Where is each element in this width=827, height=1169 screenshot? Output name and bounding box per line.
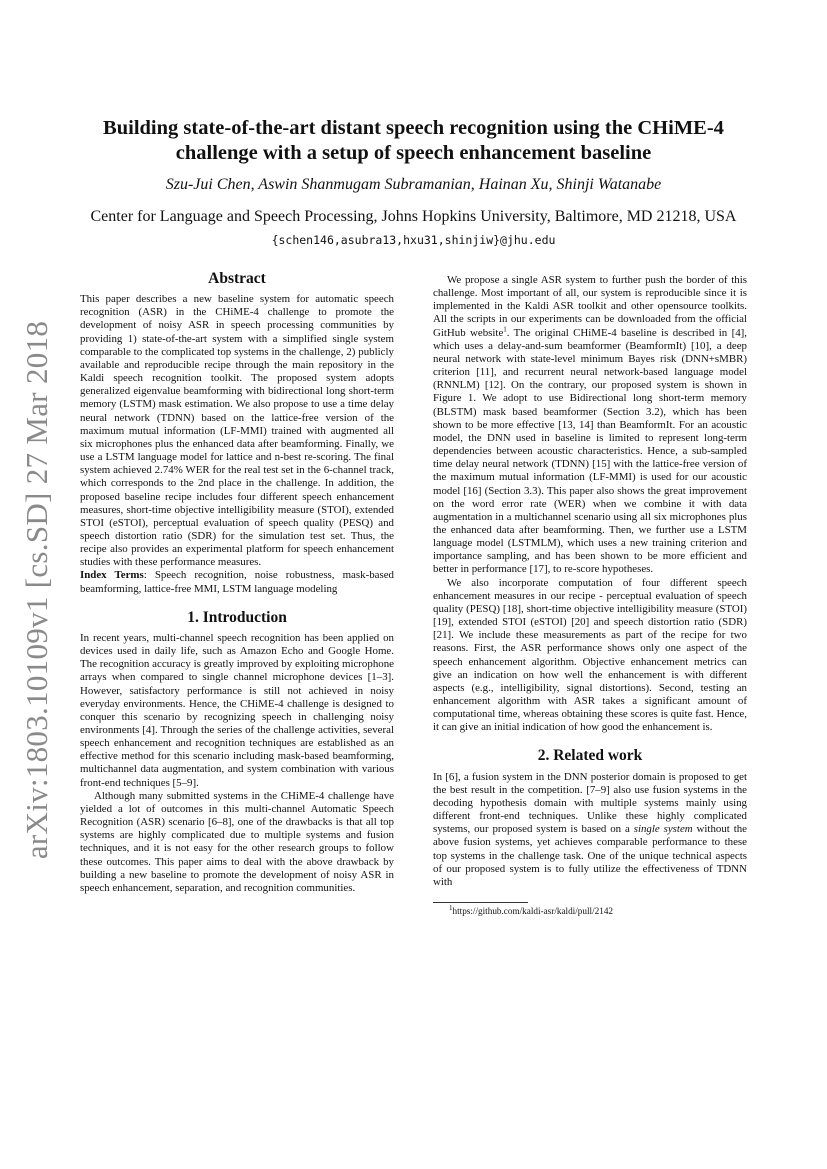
footnote-url[interactable]: https://github.com/kaldi-asr/kaldi/pull/2142 [452, 906, 614, 917]
introduction-heading: 1. Introduction [187, 608, 287, 626]
footnote-number: 1 [449, 903, 453, 912]
footnote-marker: 1 [503, 325, 507, 333]
index-terms [80, 569, 394, 595]
index-terms-text: : Speech recognition, noise robustness, mask-based beamforming, lattice-free MMI, LSTM language modeling [80, 569, 394, 595]
abstract-body: This paper describes a new baseline system for automatic speech recognition (ASR) in the CHiME-4 challenge to promote the development of noisy ASR in speech processing communities by providing 1) state-of-the-art system with a simplified single system comparable to the complicated top systems in the challenge, 2) publicly available and reproducible recipe through the main repository in the Kaldi speech recognition toolkit. The proposed system adopts generalized eigenvalue beamforming with bidirectional long short-term memory (LSTM) mask estimation. We also propose to use a time delay neural network (TDNN) based on the lattice-free version of the maximum mutual information (LF-MMI) trained with augmented all six microphones plus the enhanced data after beamforming. Finally, we use a LSTM language model for lattice and n-best re-scoring. The final system achieved 2.74% WER for the real test set in the 6-channel track, which corresponds to the 2nd place in the challenge. In addition, the proposed baseline recipe includes four different speech enhancement measures, short-time objective intelligibility measure (STOI), extended STOI (eSTOI), perceptual evaluation of speech quality (PESQ) and speech distortion ratio (SDR) for the simulation test set. Thus, the recipe also provides an experimental platform for speech enhancement studies with these performance measures. [80, 293, 394, 569]
related-work-part-a: In [6], a fusion system in the DNN posterior domain is proposed to get the best result in the competition. [7–9] also use fusion systems in the decoding hypothesis domain with multiple systems mainly using different front-end techniques. Unlike these highly complicated systems, our proposed system is based on a [433, 770, 747, 836]
right-column [433, 274, 747, 917]
intro-paragraph-1: In recent years, multi-channel speech recognition has been applied on devices used in daily life, such as Amazon Echo and Google Home. The recognition accuracy is greatly improved by exploiting microphone arrays when compared to single channel microphone devices [1–3]. However, satisfactory performance is still not achieved in noisy everyday environments. Hence, the CHiME-4 challenge is designed to conquer this scenario by recognizing speech in challenging noisy environments [4]. Through the series of the challenge activities, several speech enhancement and recognition techniques are established as an effective method for this scenario including mask-based beamforming, multichannel data augmentation, and system combination with various front-end techniques [5–9]. [80, 631, 394, 789]
author-emails: {schen146,asubra13,hxu31,shinjiw}@jhu.edu [271, 233, 556, 247]
footnote [433, 903, 747, 917]
left-column [80, 270, 394, 895]
abstract-heading: Abstract [208, 270, 266, 287]
arxiv-stamp: arXiv:1803.10109v1 [cs.SD] 27 Mar 2018 [19, 320, 54, 860]
intro-paragraph-3-part-b: . The original CHiME-4 baseline is described in [4], which uses a delay-and-sum beamformer (BeamformIt) [10], a deep neural network with state-level minimum Bayes risk (DNN+sMBR) criterion [11], and recurrent neural network-based language model (RNNLM) [12]. On the contrary, our proposed system is shown in Figure 1. We adopt to use Bidirectional long short-term memory (BLSTM) mask based beamformer (Section 3.2), which has been shown to be more effective [13, 14] than BeamformIt. For an acoustic model, the DNN used in baseline is limited to represent long-term dependencies between acoustic characteristics. Hence, a sub-sampled time delay neural network (TDNN) [15] with the lattice-free version of the maximum mutual information (LF-MMI) is used for our acoustic model [16] (Section 3.3). This paper also shows the great improvement on the word error rate (WER) when we combine it with data augmentation in a multichannel scenario using all six microphones plus the enhanced data after beamforming. Then, we further use a LSTM language model (LSTMLM), which uses a new training criterion and importance sampling, and has been shown to be more efficient and better in performance [17], to re-score hypotheses. [433, 326, 747, 576]
related-work-emphasis: single system [633, 823, 693, 836]
related-work-heading: 2. Related work [537, 747, 643, 765]
footnote-rule [433, 902, 528, 903]
author-list: Szu-Jui Chen, Aswin Shanmugam Subramanian, Hainan Xu, Shinji Watanabe [165, 176, 662, 193]
related-work-paragraph-1 [433, 771, 747, 889]
intro-paragraph-2: Although many submitted systems in the CHiME-4 challenge have yielded a lot of outcomes in this multi-channel Automatic Speech Recognition (ASR) scenario [6–8], one of the drawbacks is that all top systems are highly complicated due to multiple systems and fusion techniques, and it is not easy for the other research groups to follow these outcomes. This paper aims to deal with the above drawback by building a new baseline to promote the development of noisy ASR in speech enhancement, separation, and recognition communities. [80, 789, 394, 894]
related-work-part-b: without the above fusion systems, yet achieves comparable performance to these top systems in the challenge task. One of the unique technical aspects of our proposed system is to fully utilize the effectiveness of TDNN with [433, 823, 747, 888]
affiliation: Center for Language and Speech Processing, Johns Hopkins University, Baltimore, MD 21218, USA [90, 208, 737, 225]
index-terms-label: Index Terms [80, 569, 144, 582]
intro-paragraph-3 [433, 274, 747, 577]
paper-title: Building state-of-the-art distant speech recognition using the CHiME-4 challenge with a setup of speech enhancement baseline [103, 117, 724, 164]
intro-paragraph-3-part-a: We propose a single ASR system to further push the border of this challenge. Most important of all, our system is reproducible since it is implemented in the Kaldi ASR toolkit and other opensource toolkits. All the scripts in our experiments can be downloaded from the official GitHub website [433, 274, 747, 339]
arxiv-sidebar [12, 320, 62, 860]
intro-paragraph-4: We also incorporate computation of four different speech enhancement measures in our recipe - perceptual evaluation of speech quality (PESQ) [18], short-time objective intelligibility measure (STOI) [19], extended STOI (eSTOI) [20] and speech distortion ratio (SDR) [21]. We include these measurements as part of the recipe for two reasons. First, the ASR performance shows only one aspect of the speech enhancement algorithm. Objective enhancement metrics can give an indication on how well the enhancement is with different aspects (e.g., intelligibility, signal distortions). Second, testing an enhancement algorithm with ASR takes a significant amount of computational time, whereas obtaining these scores is quite fast. Hence, it can give an initial indication of how good the enhancement is. [433, 576, 747, 734]
